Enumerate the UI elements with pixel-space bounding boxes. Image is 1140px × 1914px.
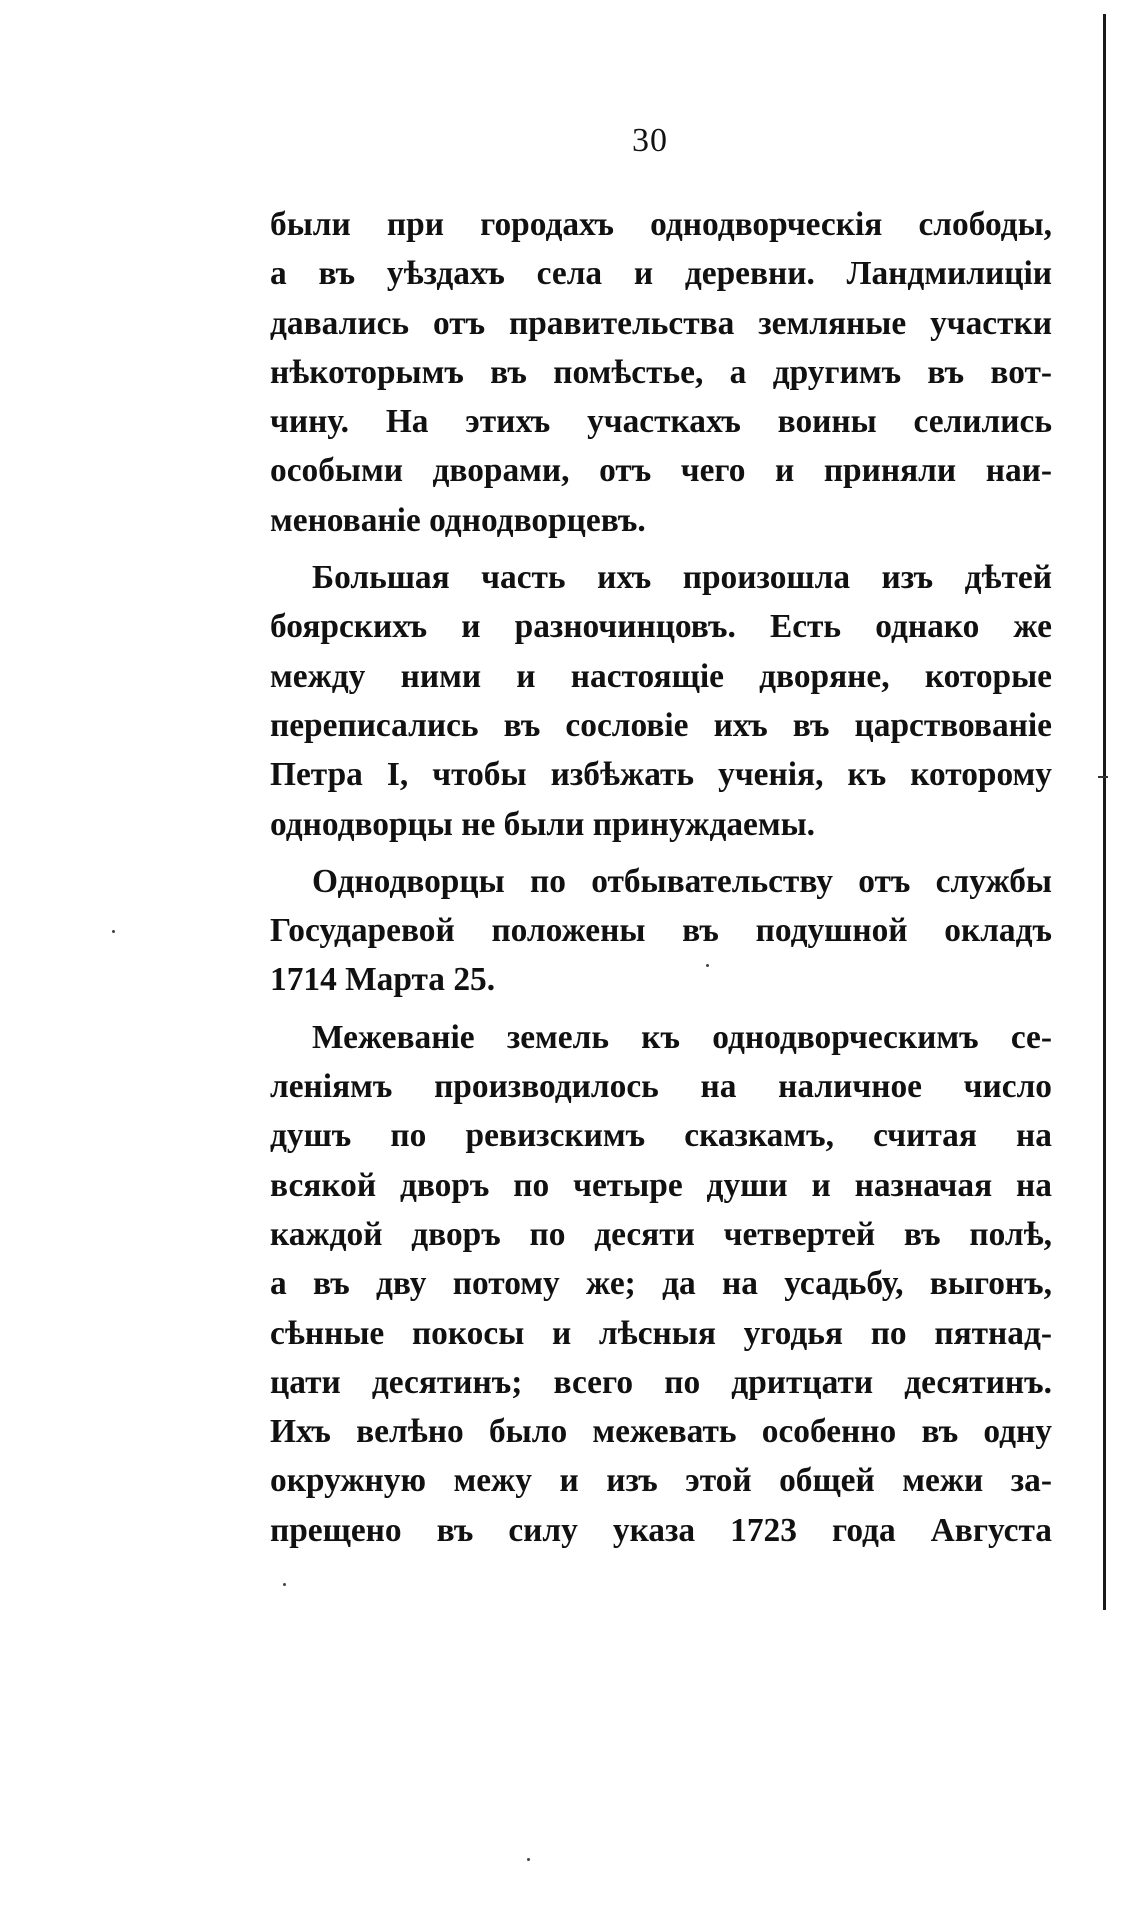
text-line: Петра I, чтобы избѣжать ученія, къ которому: [270, 756, 1052, 794]
page-edge-mark: [1098, 776, 1108, 778]
text-line: всякой дворъ по четыре души и назначая на: [270, 1166, 1052, 1204]
text-line: особыми дворами, отъ чего и приняли наи-: [270, 452, 1052, 490]
text-line: цати десятинъ; всего по дритцати десятинъ.: [270, 1363, 1052, 1401]
scan-speck: [527, 1858, 530, 1861]
text-line: Ихъ велѣно было межевать особенно въ одну: [270, 1413, 1052, 1451]
text-line: менованіе однодворцевъ.: [270, 501, 646, 539]
text-line: Большая часть ихъ произошла изъ дѣтей: [312, 559, 1052, 597]
paragraph-1: [270, 200, 1052, 545]
body-text: [270, 200, 1052, 1563]
text-line: каждой дворъ по десяти четвертей въ полѣ,: [270, 1215, 1052, 1253]
paragraph-3: [270, 857, 1052, 1005]
paragraph-2: [270, 553, 1052, 849]
paragraph-4: [270, 1013, 1052, 1555]
scan-speck: [706, 964, 709, 967]
text-line: боярскихъ и разночинцовъ. Есть однако же: [270, 608, 1052, 646]
text-line: Однодворцы по отбывательству отъ службы: [312, 862, 1052, 900]
text-line: между ними и настоящіе дворяне, которые: [270, 657, 1052, 695]
text-line: леніямъ производилось на наличное число: [270, 1068, 1052, 1106]
text-line: душъ по ревизскимъ сказкамъ, считая на: [270, 1117, 1052, 1155]
text-line: Межеваніе земель къ однодворческимъ се-: [312, 1018, 1052, 1056]
text-line: окружную межу и изъ этой общей межи за-: [270, 1462, 1052, 1500]
text-line: были при городахъ однодворческія слободы,: [270, 206, 1052, 243]
text-line: прещено въ силу указа 1723 года Августа: [270, 1511, 1052, 1549]
text-line: Государевой положены въ подушной окладъ: [270, 912, 1052, 950]
text-line: нѣкоторымъ въ помѣстье, а другимъ въ вот-: [270, 353, 1052, 391]
text-line: давались отъ правительства земляные участки: [270, 304, 1052, 342]
page-edge-line: [1103, 14, 1106, 1610]
text-line: а въ уѣздахъ села и деревни. Ландмилиціи: [270, 255, 1052, 293]
text-line: чину. На этихъ участкахъ воины селились: [270, 403, 1052, 441]
scan-speck: [112, 930, 115, 933]
scan-speck: [283, 1583, 286, 1586]
text-line: переписались въ сословіе ихъ въ царствованіе: [270, 706, 1052, 744]
text-line: а въ дву потому же; да на усадьбу, выгонъ,: [270, 1265, 1052, 1303]
page-number: 30: [632, 122, 668, 159]
text-line: 1714 Марта 25.: [270, 961, 496, 999]
text-line: однодворцы не были принуждаемы.: [270, 805, 816, 843]
text-line: сѣнные покосы и лѣсныя угодья по пятнад-: [270, 1314, 1052, 1352]
